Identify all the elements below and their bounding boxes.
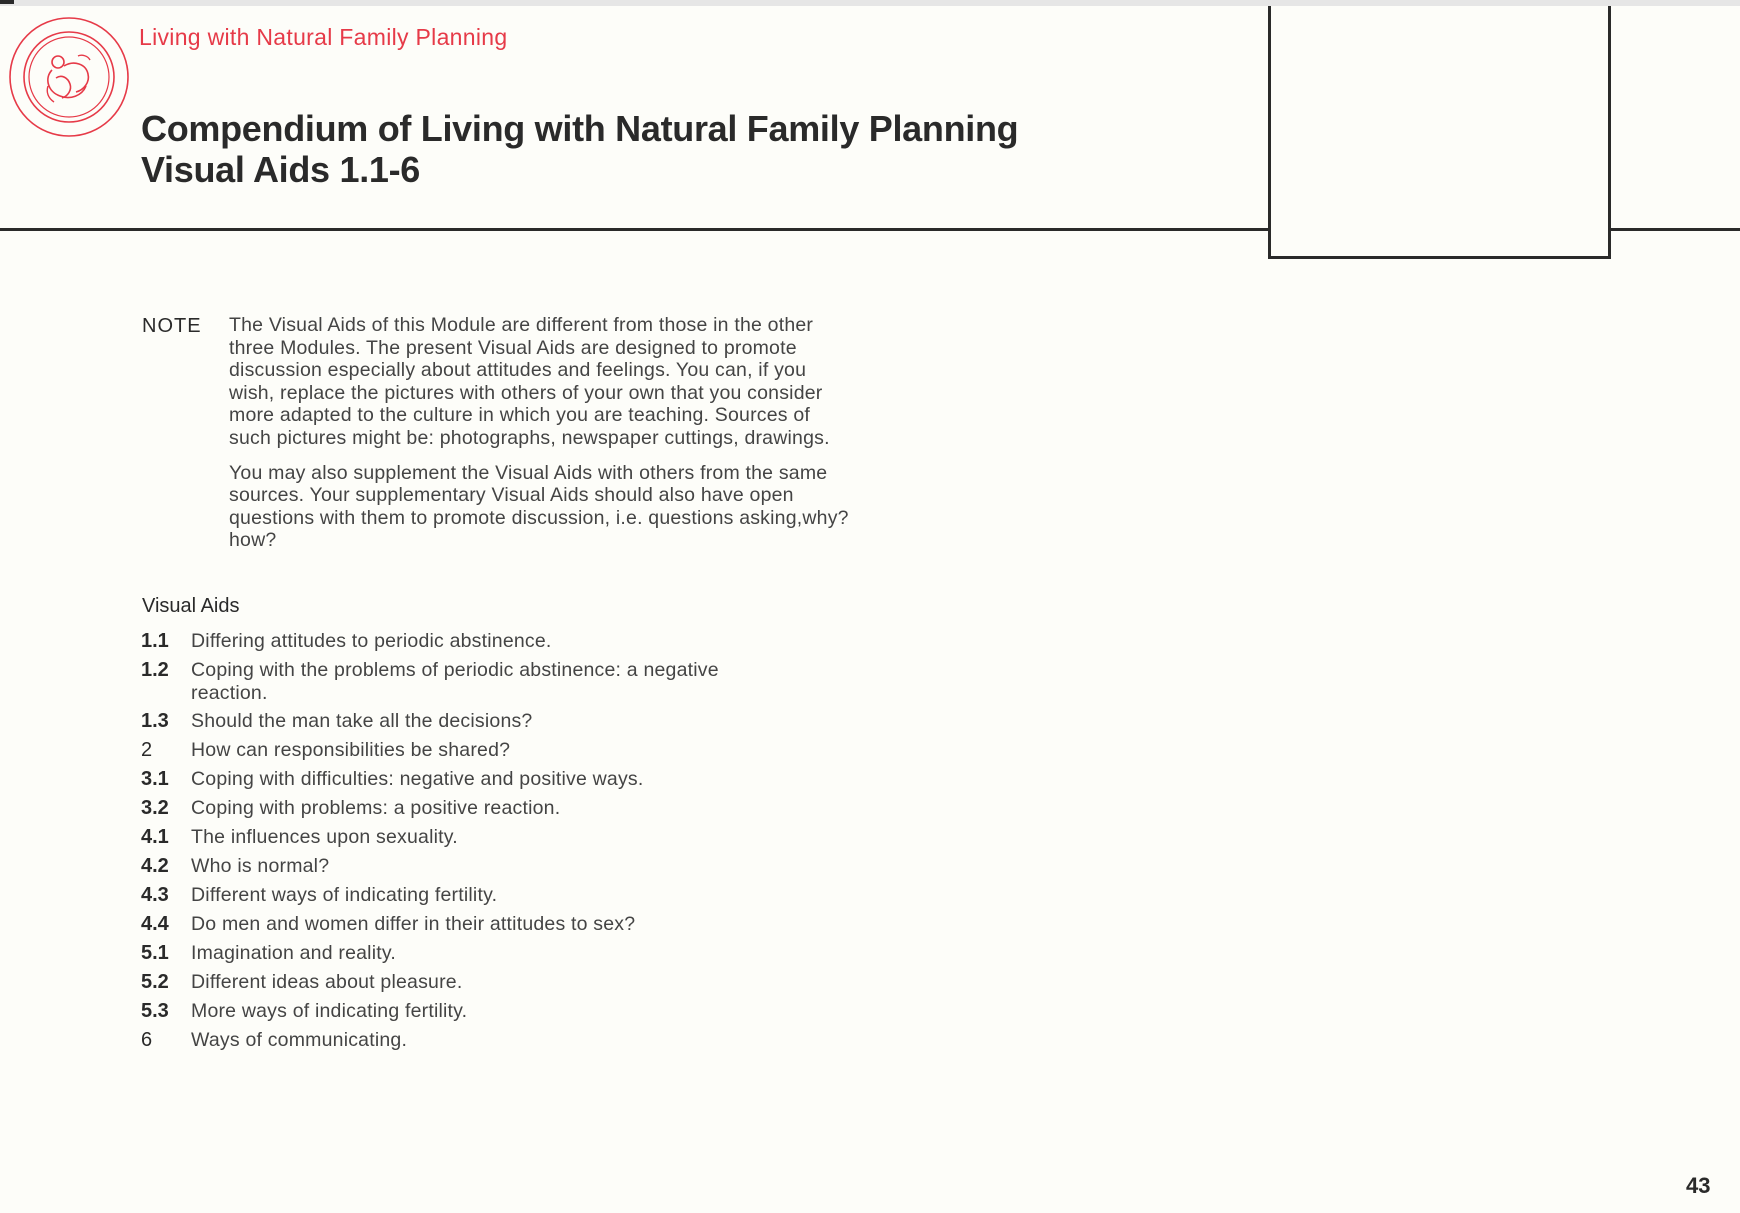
item-number: 5.3 [141, 1000, 169, 1023]
note-paragraph-2: You may also supplement the Visual Aids with others from the same sources. Your supplementary Visual Aids should also have open questions with them to promote discussion, i.e. questions asking,why? how? [229, 461, 849, 552]
item-number: 3.1 [141, 768, 169, 791]
item-text: Different ways of indicating fertility. [191, 884, 498, 907]
item-text: Who is normal? [191, 855, 330, 878]
item-text: Coping with the problems of periodic abstinence: a negative reaction. [191, 659, 719, 704]
item-text: More ways of indicating fertility. [191, 1000, 468, 1023]
list-item [141, 855, 861, 878]
item-number: 4.2 [141, 855, 169, 878]
list-item [141, 659, 861, 704]
list-item [141, 826, 861, 849]
item-text: Ways of communicating. [191, 1029, 408, 1052]
item-number: 4.3 [141, 884, 169, 907]
series-title: Living with Natural Family Planning [139, 24, 508, 50]
list-item [141, 768, 861, 791]
page-title-line2: Visual Aids 1.1-6 [141, 149, 421, 190]
visual-aids-list [141, 630, 861, 1058]
list-item [141, 630, 861, 653]
page-title [141, 108, 1018, 190]
item-number: 2 [141, 739, 153, 762]
note-paragraph-1: The Visual Aids of this Module are different from those in the other three Modules. The present Visual Aids are designed to promote discussion especially about attitudes and feelings. You can, if you wish, replace the pictures with others of your own that you consider more adapted to the culture in which you are teaching. Sources of such pictures might be: photographs, newspaper cuttings, drawings. [229, 314, 830, 449]
item-number: 1.3 [141, 710, 169, 733]
item-number: 4.1 [141, 826, 169, 849]
note-label: NOTE [142, 315, 202, 337]
item-number: 3.2 [141, 797, 169, 820]
header-rule-right [1608, 228, 1740, 231]
item-text: Do men and women differ in their attitudes to sex? [191, 913, 636, 936]
note-body [229, 314, 849, 564]
item-text: The influences upon sexuality. [191, 826, 458, 849]
item-number: 6 [141, 1029, 153, 1052]
list-item [141, 913, 861, 936]
item-text: Imagination and reality. [191, 942, 396, 965]
item-text: Differing attitudes to periodic abstinence. [191, 630, 552, 652]
page-title-line1: Compendium of Living with Natural Family Planning [141, 108, 1019, 149]
item-text: Coping with difficulties: negative and positive ways. [191, 768, 644, 791]
list-item [141, 739, 861, 762]
header-tab-box [1268, 6, 1611, 259]
item-number: 4.4 [141, 913, 169, 936]
item-text: Should the man take all the decisions? [191, 710, 533, 733]
list-item [141, 797, 861, 820]
list-item [141, 942, 861, 965]
item-text: How can responsibilities be shared? [191, 739, 511, 762]
list-item [141, 1000, 861, 1023]
list-item [141, 884, 861, 907]
item-text: Different ideas about pleasure. [191, 971, 463, 994]
nfp-emblem-icon [8, 16, 130, 138]
list-item [141, 1029, 861, 1052]
page-number: 43 [1686, 1173, 1711, 1198]
top-corner-mark [0, 0, 14, 4]
item-number: 5.2 [141, 971, 169, 994]
list-item [141, 971, 861, 994]
item-number: 1.1 [141, 630, 169, 652]
visual-aids-heading: Visual Aids [142, 595, 240, 617]
item-number: 1.2 [141, 659, 169, 681]
item-number: 5.1 [141, 942, 169, 965]
list-item [141, 710, 861, 733]
item-text: Coping with problems: a positive reaction. [191, 797, 561, 820]
header-rule-left [0, 228, 1270, 231]
